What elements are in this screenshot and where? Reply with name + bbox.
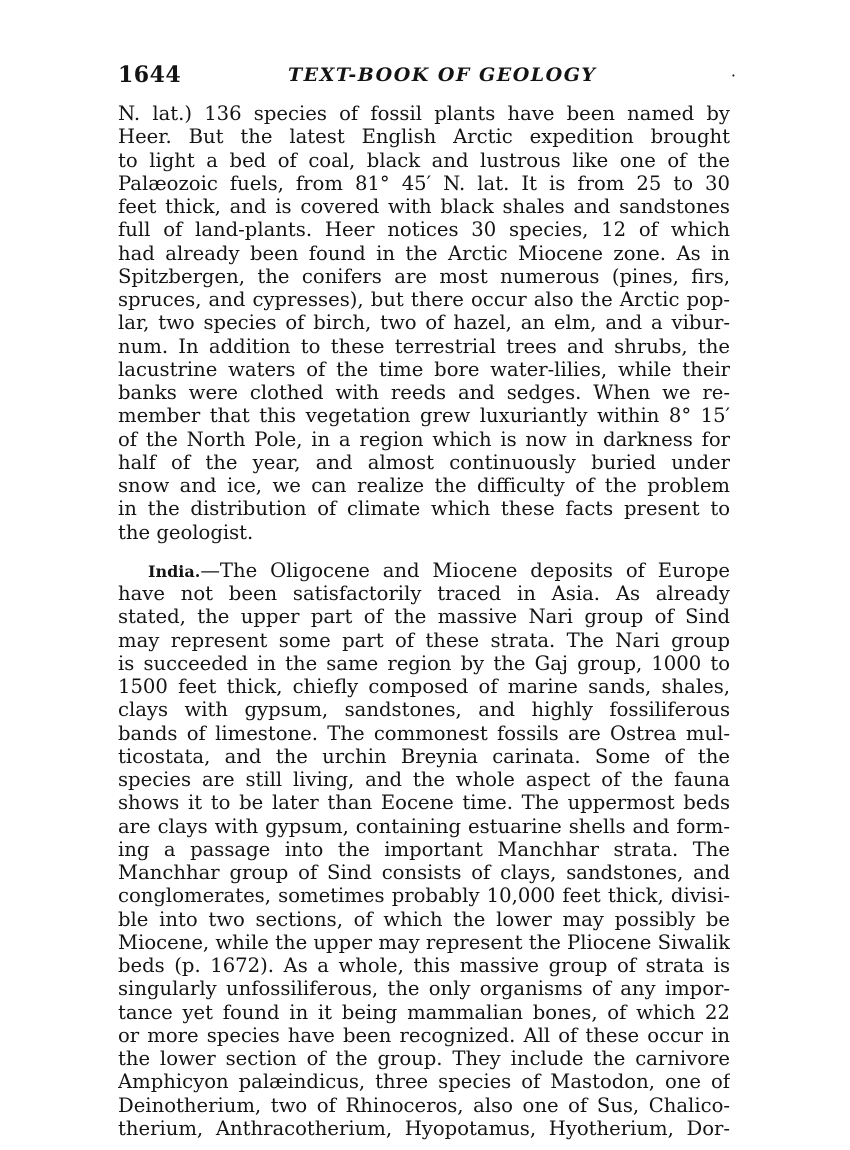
text-line: bands of limestone. The commonest fossils are Ostrea mul- [118,721,730,745]
running-title: TEXT-BOOK OF GEOLOGY [288,64,597,86]
text-line: singularly unfossiliferous, the only organisms of any impor- [118,977,730,1001]
text-line: have not been satisfactorily traced in Asia. As already [118,582,730,605]
text-line: ble into two sections, of which the lower may possibly be [118,907,730,931]
text-line: species are still living, and the whole aspect of the fauna [118,768,730,791]
stray-mark: · [730,66,736,85]
paragraph-india [118,559,730,1140]
body-text [118,102,730,1140]
text-line: N. lat.) 136 species of fossil plants have been named by [118,102,730,125]
text-line: Spitzbergen, the conifers are most numerous (pines, firs, [118,264,730,288]
text-line: the lower section of the group. They include the carnivore [118,1047,730,1070]
text-line: Manchhar group of Sind consists of clays, sandstones, and [118,861,730,884]
text-line: lacustrine waters of the time bore water-lilies, while their [118,357,730,381]
text-line: Deinotherium, two of Rhinoceros, also one of Sus, Chalico- [118,1093,730,1117]
text-line: Miocene, while the upper may represent the Pliocene Siwalik [118,930,730,954]
text-line: in the distribution of climate which these facts present to [118,497,730,521]
text-line: are clays with gypsum, containing estuarine shells and form- [118,814,730,838]
text-line [118,559,730,582]
text-line: the geologist. [118,520,254,544]
text-line: full of land-plants. Heer notices 30 species, 12 of which [118,218,730,242]
text-line: num. In addition to these terrestrial trees and shrubs, the [118,334,730,358]
text-line: snow and ice, we can realize the difficulty of the problem [118,474,730,497]
text-line: Heer. But the latest English Arctic expedition brought [118,125,730,149]
text-line: Palæozoic fuels, from 81° 45′ N. lat. It is from 25 to 30 [118,171,730,195]
text-line: conglomerates, sometimes probably 10,000 feet thick, divisi- [118,884,730,908]
text-line: feet thick, and is covered with black shales and sandstones [118,195,730,218]
text-line: is succeeded in the same region by the Gaj group, 1000 to [118,651,730,675]
text-line: had already been found in the Arctic Miocene zone. As in [118,241,730,265]
text-line: 1500 feet thick, chiefly composed of marine sands, shales, [118,675,730,698]
text-line: ticostata, and the urchin Breynia carinata. Some of the [118,744,730,768]
page-number: 1644 [118,62,182,88]
first-line-text: —The Oligocene and Miocene deposits of Europe [200,558,730,582]
section-heading-india: India. [148,561,201,581]
text-line: therium, Anthracotherium, Hyopotamus, Hyotherium, Dor- [118,1116,730,1140]
text-line: of the North Pole, in a region which is now in darkness for [118,427,730,451]
text-line: to light a bed of coal, black and lustrous like one of the [118,148,730,172]
text-line: ing a passage into the important Manchhar strata. The [118,837,730,861]
text-line: stated, the upper part of the massive Nari group of Sind [118,605,730,629]
text-line: or more species have been recognized. All of these occur in [118,1023,730,1047]
text-line: half of the year, and almost continuously buried under [118,450,730,474]
text-line: spruces, and cypresses), but there occur also the Arctic pop- [118,288,730,311]
running-head [118,62,736,92]
text-line: lar, two species of birch, two of hazel, an elm, and a vibur- [118,311,730,335]
text-line: may represent some part of these strata. The Nari group [118,628,730,652]
text-line: clays with gypsum, sandstones, and highly fossiliferous [118,698,730,722]
text-line: Amphicyon palæindicus, three species of Mastodon, one of [118,1070,730,1094]
text-line: member that this vegetation grew luxuriantly within 8° 15′ [118,404,730,428]
text-line: tance yet found in it being mammalian bones, of which 22 [118,1000,730,1024]
text-line: shows it to be later than Eocene time. The uppermost beds [118,791,730,815]
paragraph-arctic-flora [118,102,730,544]
text-line: banks were clothed with reeds and sedges. When we re- [118,381,730,404]
text-line: beds (p. 1672). As a whole, this massive group of strata is [118,954,730,977]
paragraph-gap [118,544,730,559]
